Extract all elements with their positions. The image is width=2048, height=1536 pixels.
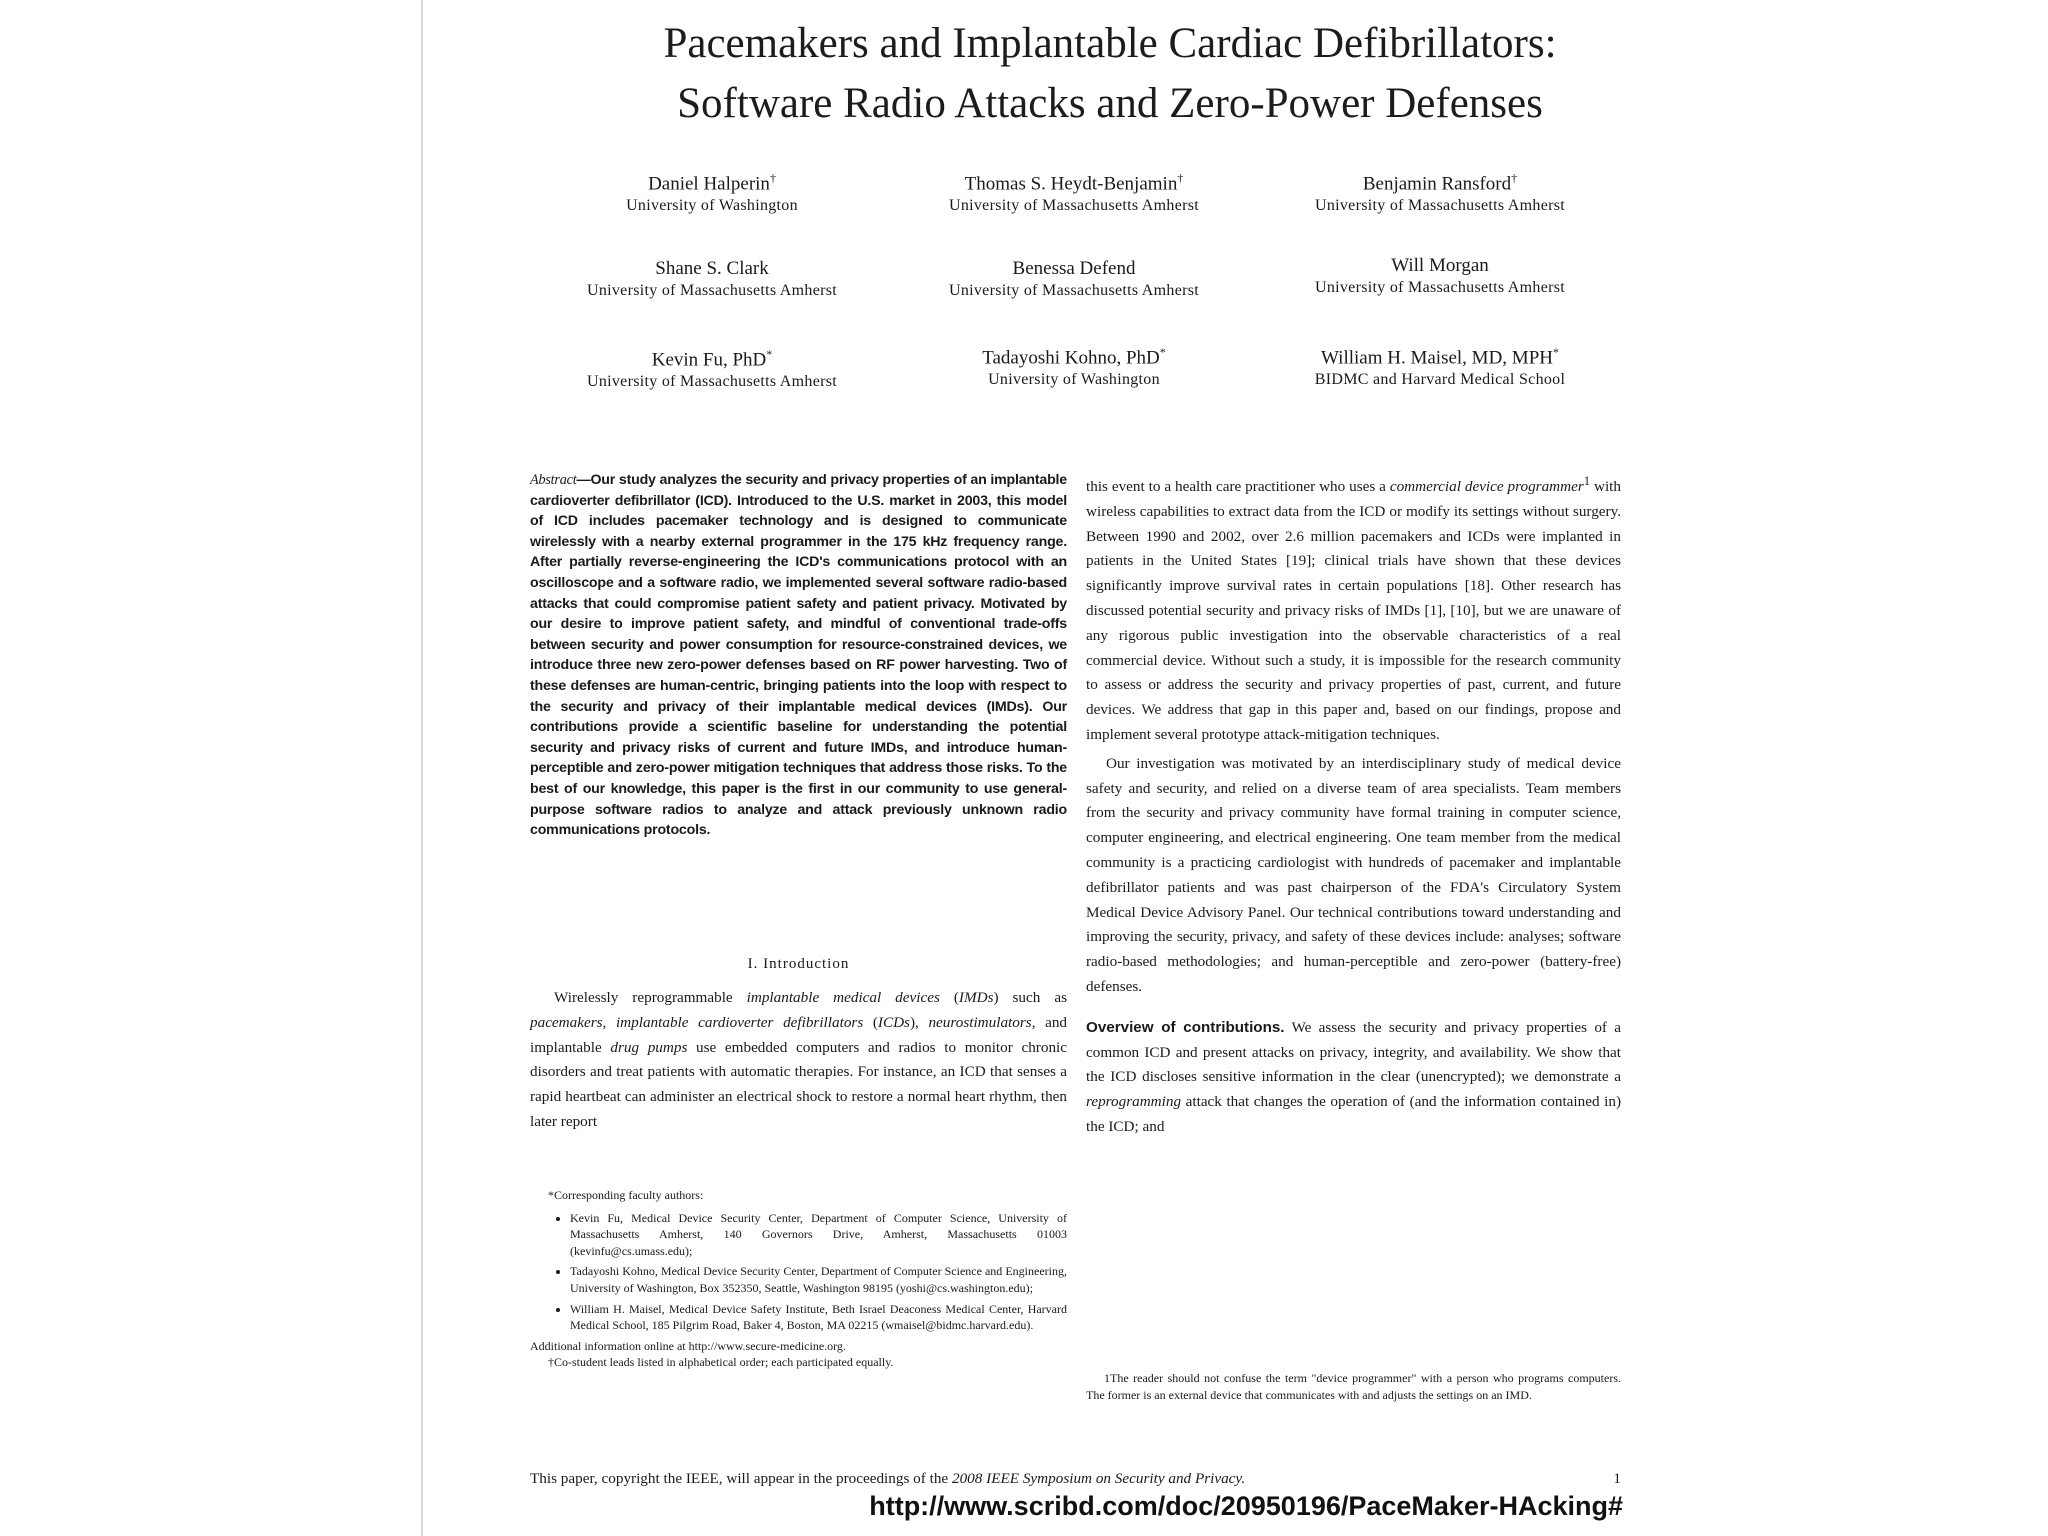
author-affiliation: University of Massachusetts Amherst [948,282,1200,299]
abstract-text: —Our study analyzes the security and privacy properties of an implantable cardioverter defibrillator (ICD). Introduced to the U.S. market in 2003, this model of ICD includes pacemaker technology and is designed to communicate wirelessly with a nearby external programmer in the 175 kHz frequency range. After partially reverse-engineering the ICD's communications protocol with an oscilloscope and a software radio, we implemented several software radio-based attacks that could compromise patient safety and patient privacy. Motivated by our desire to improve patient safety, and mindful of conventional trade-offs between security and power consumption for resource-constrained devices, we introduce three new zero-power defenses based on RF power harvesting. Two of these defenses are human-centric, bringing patients into the loop with respect to the security and privacy of their implantable medical devices (IMDs). Our contributions provide a scientific baseline for understanding the potential security and privacy risks of current and future IMDs, and introduce human-perceptible and zero-power mitigation techniques that address those risks. To the best of our knowledge, this paper is the first in our community to use general-purpose software radios to analyze and attack previously unknown radio communications protocols. [530,472,1067,839]
right-paragraph-3: Overview of contributions. We assess the security and privacy properties of a common ICD and present attacks on privacy, integrity, and availability. We show that the ICD discloses sensitive information in the clear (unencrypted); we demonstrate a reprogramming attack that changes the operation of (and the information contained in) the ICD; and [1086,1018,1621,1135]
author-affiliation: University of Massachusetts Amherst [586,282,838,299]
footnote-coauthors: †Co-student leads listed in alphabetical order; each participated equally. [548,1355,894,1370]
author-affiliation: BIDMC and Harvard Medical School [1314,371,1566,389]
footnote-additional-info: Additional information online at http://www.secure-medicine.org. [530,1338,846,1353]
author-block [522,166,902,216]
author-block [1250,340,1630,390]
author-name: Daniel Halperin [648,173,770,195]
footnote-header: *Corresponding faculty authors: [548,1188,704,1202]
left-border-line [421,0,423,1536]
author-mark: † [1511,171,1518,185]
right-paragraph-1: this event to a health care practitioner who uses a commercial device programmer$^1$ with wireless capabilities to extract data from the ICD or modify its settings without surgery. Between 1990 and 2002, over 2.6 million pacemakers and ICDs were implanted in patients in the United States [19]; clinical trials have shown that these devices significantly improve survival rates in certain populations [18]. Other research has discussed potential security and privacy risks of IMDs [1], [10], but we are unaware of any rigorous public investigation into the observable characteristics of a real commercial device. Without such a study, it is impossible for the research community to assess or address the security and privacy properties of past, current, and future devices. We address that gap in this paper and, based on our findings, propose and implement several prototype attack-mitigation techniques. [1086,474,1621,744]
abstract [530,470,1067,841]
author-block [522,342,902,392]
author-block [884,340,1264,390]
copyright-line: This paper, copyright the IEEE, will appear in the proceedings of the 2008 IEEE Symposium on Security and Privacy. 1 [530,1468,1621,1490]
title-line-1: Pacemakers and Implantable Cardiac Defibrillators: [663,20,1557,67]
author-name: William H. Maisel, MD, MPH [1321,347,1553,369]
source-url[interactable]: http://www.scribd.com/doc/20950196/PaceMaker-HAcking# [869,1491,1623,1521]
author-block [522,257,902,301]
author-affiliation: University of Massachusetts Amherst [1314,279,1566,296]
author-name: Benessa Defend [1012,258,1136,279]
abstract-label: Abstract [530,472,577,488]
author-block [884,166,1264,216]
author-affiliation: University of Washington [988,371,1160,389]
title-line-2: Software Radio Attacks and Zero-Power Defenses [677,80,1543,127]
author-mark: † [769,171,776,185]
author-block [884,257,1264,301]
author-mark: * [1159,345,1166,359]
intro-paragraph: Wirelessly reprogrammable implantable medical devices (IMDs) such as pacemakers, implantable cardioverter defibrillators (ICDs), neurostimulators, and implantable drug pumps use embedded computers and radios to monitor chronic disorders and treat patients with automatic therapies. For instance, an ICD that senses a rapid heartbeat can administer an electrical shock to restore a normal heart rhythm, then later report [530,989,1068,1130]
left-footnotes [530,1187,1067,1371]
footnote-item: • Kevin Fu, Medical Device Security Center, Department of Computer Science, University of Massachusetts Amherst, 140 Governors Drive, Amherst, Massachusetts 01003 (kevinfu@cs.umass.edu); [570,1210,1067,1260]
author-mark: * [1552,345,1559,359]
footnote-item: • Tadayoshi Kohno, Medical Device Security Center, Department of Computer Science and Engineering, University of Washington, Box 352350, Seattle, Washington 98195 (yoshi@cs.washington.edu); [570,1263,1067,1296]
author-affiliation: University of Washington [626,197,798,215]
author-name: Shane S. Clark [655,258,769,279]
author-mark: * [766,347,773,361]
right-column [1086,469,1621,1140]
author-affiliation: University of Massachusetts Amherst [586,373,838,391]
author-affiliation: University of Massachusetts Amherst [1314,197,1566,215]
author-affiliation: University of Massachusetts Amherst [948,197,1200,215]
section-heading: I. Introduction [747,956,850,972]
right-paragraph-2: Our investigation was motivated by an interdisciplinary study of medical device safety and security, and relied on a diverse team of area specialists. Team members from the security and privacy community have formal training in computer science, computer engineering, and electrical engineering. One team member from the medical community is a practicing cardiologist with hundreds of pacemaker and implantable defibrillator patients and was past chairperson of the FDA's Circulatory System Medical Device Advisory Panel. Our technical contributions toward understanding and improving the security, privacy, and safety of these devices include: analyses; software radio-based methodologies; and human-perceptible and zero-power (battery-free) defenses. [1086,754,1621,995]
author-name: Tadayoshi Kohno, PhD [982,347,1160,369]
author-name: Benjamin Ransford [1362,173,1512,195]
author-name: Will Morgan [1391,255,1489,276]
author-block [1250,254,1630,298]
author-name: Kevin Fu, PhD [651,349,767,371]
contributions-heading: Overview of contributions. [1086,1018,1285,1036]
author-block [1250,166,1630,216]
right-footnote: 1The reader should not confuse the term "device programmer" with a person who programs computers. The former is an external device that communicates with and adjusts the settings on an IMD. [1086,1371,1621,1402]
author-mark: † [1177,171,1184,185]
footnote-item: • William H. Maisel, Medical Device Safety Institute, Beth Israel Deaconess Medical Center, Harvard Medical School, 185 Pilgrim Road, Baker 4, Boston, MA 02215 (wmaisel@bidmc.harvard.edu). [570,1301,1067,1334]
paper-title [520,14,1700,134]
page-number: 1 [1613,1470,1621,1487]
author-name: Thomas S. Heydt-Benjamin [964,173,1178,195]
